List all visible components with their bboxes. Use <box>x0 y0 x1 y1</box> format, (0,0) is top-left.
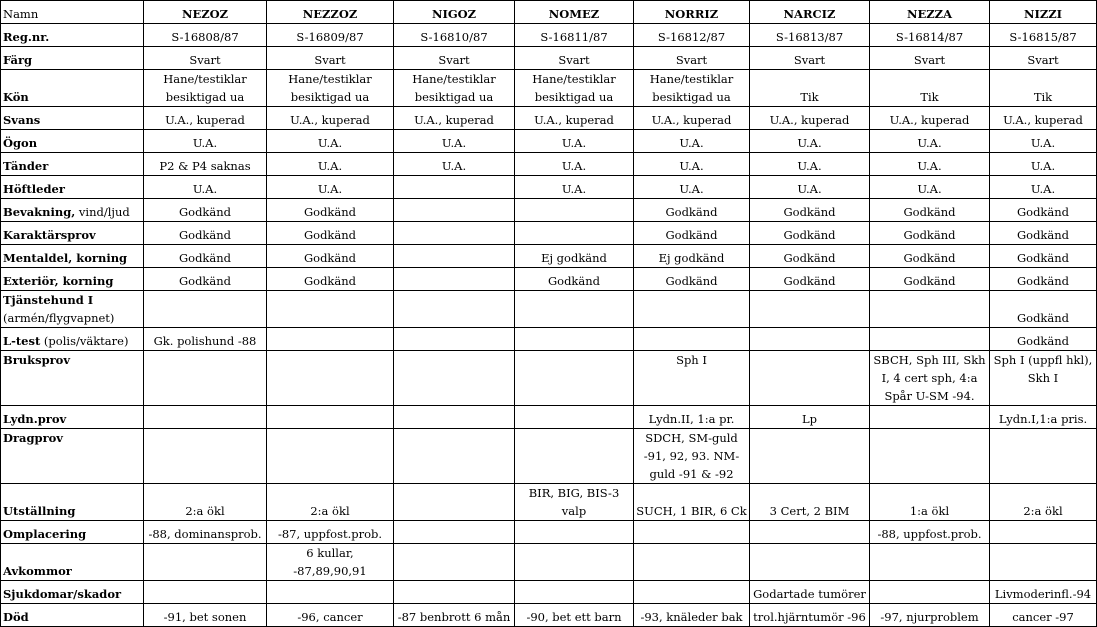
row-label-text: Mentaldel, korning <box>3 251 128 265</box>
table-cell: P2 & P4 saknas <box>144 153 267 176</box>
table-row <box>1 222 1097 245</box>
table-cell <box>267 581 394 604</box>
table-cell: Godkänd <box>515 268 634 291</box>
table-cell <box>634 291 750 328</box>
table-cell: 2:a ökl <box>144 484 267 521</box>
table-cell: Lp <box>750 406 870 429</box>
table-cell: S-16812/87 <box>634 24 750 47</box>
table-cell: S-16809/87 <box>267 24 394 47</box>
table-cell: U.A., kuperad <box>144 107 267 130</box>
table-cell <box>515 291 634 328</box>
table-cell <box>144 406 267 429</box>
table-cell <box>515 406 634 429</box>
row-label <box>1 604 144 627</box>
row-label-text: Bruksprov <box>3 353 71 367</box>
row-label-text: Reg.nr. <box>3 30 50 44</box>
table-cell <box>870 544 990 581</box>
table-cell: S-16808/87 <box>144 24 267 47</box>
table-cell <box>267 291 394 328</box>
table-cell: U.A., kuperad <box>267 107 394 130</box>
table-cell: Godkänd <box>750 268 870 291</box>
table-cell <box>634 521 750 544</box>
table-cell: S-16811/87 <box>515 24 634 47</box>
table-cell: U.A., kuperad <box>394 107 515 130</box>
row-label <box>1 47 144 70</box>
table-cell <box>870 429 990 484</box>
table-cell: -88, uppfost.prob. <box>870 521 990 544</box>
table-cell: Godkänd <box>990 199 1097 222</box>
table-cell <box>750 351 870 406</box>
row-label-line1: Tjänstehund I <box>3 293 94 307</box>
table-cell: U.A. <box>634 130 750 153</box>
table-cell <box>267 328 394 351</box>
table-cell: Hane/testiklar besiktigad ua <box>394 70 515 107</box>
table-cell: U.A. <box>515 176 634 199</box>
table-cell: S-16810/87 <box>394 24 515 47</box>
table-cell <box>515 328 634 351</box>
row-label-text: Lydn.prov <box>3 412 67 426</box>
table-cell <box>144 544 267 581</box>
row-label <box>1 521 144 544</box>
table-cell: Godkänd <box>990 222 1097 245</box>
row-label <box>1 222 144 245</box>
table-cell: Livmoderinfl.-94 <box>990 581 1097 604</box>
table-cell: Ej godkänd <box>515 245 634 268</box>
table-cell: Godkänd <box>870 245 990 268</box>
table-row <box>1 47 1097 70</box>
table-cell <box>394 429 515 484</box>
table-cell: Godkänd <box>634 268 750 291</box>
table-cell <box>515 581 634 604</box>
table-cell: SDCH, SM-guld -91, 92, 93. NM-guld -91 & -92 <box>634 429 750 484</box>
row-label-extra: vind/ljud <box>75 205 130 219</box>
table-cell: Tik <box>870 70 990 107</box>
table-cell: 6 kullar, -87,89,90,91 <box>267 544 394 581</box>
table-cell: Godkänd <box>634 222 750 245</box>
table-cell <box>394 268 515 291</box>
table-cell: Godkänd <box>144 222 267 245</box>
table-cell <box>990 521 1097 544</box>
table-cell: SBCH, Sph III, Skh I, 4 cert sph, 4:a Spår U-SM -94. <box>870 351 990 406</box>
table-cell <box>144 429 267 484</box>
table-cell: Godkänd <box>634 199 750 222</box>
table-cell: U.A., kuperad <box>750 107 870 130</box>
table-row <box>1 581 1097 604</box>
table-cell <box>394 222 515 245</box>
table-cell <box>394 328 515 351</box>
row-label-text: Tänder <box>3 159 49 173</box>
row-label-text: L-test <box>3 334 41 348</box>
dog-name: NEZOZ <box>144 1 267 24</box>
table-cell: U.A. <box>990 130 1097 153</box>
row-label <box>1 268 144 291</box>
table-cell <box>394 351 515 406</box>
table-cell: S-16814/87 <box>870 24 990 47</box>
row-label-text: Omplacering <box>3 527 87 541</box>
row-label <box>1 245 144 268</box>
table-cell <box>144 351 267 406</box>
dog-name: NORRIZ <box>634 1 750 24</box>
table-cell <box>267 351 394 406</box>
table-cell: U.A. <box>870 176 990 199</box>
table-row <box>1 153 1097 176</box>
table-cell: U.A. <box>634 176 750 199</box>
table-cell: BIR, BIG, BIS-3 valp <box>515 484 634 521</box>
table-cell <box>990 544 1097 581</box>
table-cell <box>394 581 515 604</box>
table-row <box>1 429 1097 484</box>
dog-name: NOMEZ <box>515 1 634 24</box>
table-row <box>1 406 1097 429</box>
table-cell: Svart <box>144 47 267 70</box>
table-row <box>1 268 1097 291</box>
table-cell: Godkänd <box>750 199 870 222</box>
table-cell: U.A., kuperad <box>990 107 1097 130</box>
row-label <box>1 24 144 47</box>
table-cell: Svart <box>990 47 1097 70</box>
table-cell <box>750 544 870 581</box>
table-cell <box>394 291 515 328</box>
table-cell <box>750 291 870 328</box>
dog-name: NIZZI <box>990 1 1097 24</box>
table-cell <box>870 291 990 328</box>
table-cell: Ej godkänd <box>634 245 750 268</box>
table-cell <box>394 544 515 581</box>
table-row <box>1 176 1097 199</box>
row-label-text: Exteriör, korning <box>3 274 114 288</box>
table-cell: Godkänd <box>990 245 1097 268</box>
table-cell: U.A. <box>750 176 870 199</box>
row-label <box>1 107 144 130</box>
table-cell: U.A. <box>394 153 515 176</box>
table-row <box>1 107 1097 130</box>
table-cell <box>634 581 750 604</box>
table-row <box>1 544 1097 581</box>
table-cell: S-16813/87 <box>750 24 870 47</box>
table-cell: Svart <box>394 47 515 70</box>
table-cell: Godkänd <box>870 268 990 291</box>
table-cell: U.A. <box>267 176 394 199</box>
row-label <box>1 153 144 176</box>
header-label: Namn <box>1 1 144 24</box>
table-cell <box>394 406 515 429</box>
table-cell <box>750 521 870 544</box>
table-cell <box>870 406 990 429</box>
row-label <box>1 544 144 581</box>
table-cell <box>144 291 267 328</box>
table-cell: Lydn.II, 1:a pr. <box>634 406 750 429</box>
table-row <box>1 70 1097 107</box>
table-cell: Godkänd <box>267 222 394 245</box>
table-cell: Godkänd <box>144 199 267 222</box>
table-cell: Hane/testiklar besiktigad ua <box>515 70 634 107</box>
table-cell: Svart <box>267 47 394 70</box>
row-label-text: Färg <box>3 53 33 67</box>
table-cell: U.A. <box>394 130 515 153</box>
table-cell <box>515 199 634 222</box>
table-cell: Lydn.I,1:a pris. <box>990 406 1097 429</box>
table-cell <box>394 199 515 222</box>
table-cell: U.A. <box>870 153 990 176</box>
table-cell: Godartade tumörer <box>750 581 870 604</box>
row-label-extra: (polis/väktare) <box>40 334 129 348</box>
table-cell: U.A. <box>870 130 990 153</box>
table-row <box>1 130 1097 153</box>
table-cell <box>394 176 515 199</box>
table-row <box>1 245 1097 268</box>
table-row <box>1 24 1097 47</box>
row-label-text: Avkommor <box>3 564 72 578</box>
table-row <box>1 328 1097 351</box>
table-cell: U.A., kuperad <box>870 107 990 130</box>
table-row <box>1 604 1097 627</box>
table-cell: Svart <box>870 47 990 70</box>
row-label <box>1 328 144 351</box>
table-cell: U.A. <box>634 153 750 176</box>
table-cell: -88, dominansprob. <box>144 521 267 544</box>
table-cell: Godkänd <box>990 268 1097 291</box>
header-row <box>1 1 1097 24</box>
row-label <box>1 291 144 328</box>
table-cell: Sph I (uppfl hkl), Skh I <box>990 351 1097 406</box>
table-cell: U.A. <box>144 176 267 199</box>
table-cell: U.A. <box>750 153 870 176</box>
table-cell: 1:a ökl <box>870 484 990 521</box>
row-label-text: Kön <box>3 90 29 104</box>
table-cell <box>394 245 515 268</box>
table-body <box>1 1 1097 627</box>
table-cell <box>515 351 634 406</box>
table-cell: -93, knäleder bak <box>634 604 750 627</box>
row-label-text: Utställning <box>3 504 76 518</box>
table-row <box>1 291 1097 328</box>
table-cell: U.A. <box>267 130 394 153</box>
table-cell: Godkänd <box>870 199 990 222</box>
dog-name: NARCIZ <box>750 1 870 24</box>
table-cell <box>515 222 634 245</box>
table-cell <box>634 544 750 581</box>
table-cell: -91, bet sonen <box>144 604 267 627</box>
table-row <box>1 351 1097 406</box>
row-label <box>1 176 144 199</box>
row-label-text: Karaktärsprov <box>3 228 96 242</box>
table-cell: Godkänd <box>990 328 1097 351</box>
table-cell: SUCH, 1 BIR, 6 Ck <box>634 484 750 521</box>
table-cell <box>750 328 870 351</box>
table-cell: Godkänd <box>267 199 394 222</box>
table-cell: U.A. <box>990 176 1097 199</box>
row-label <box>1 581 144 604</box>
table-cell: U.A. <box>515 130 634 153</box>
table-cell: Godkänd <box>870 222 990 245</box>
table-cell: U.A. <box>990 153 1097 176</box>
table-cell: Gk. polishund -88 <box>144 328 267 351</box>
row-label-text: Sjukdomar/skador <box>3 587 122 601</box>
table-cell: -87 benbrott 6 mån <box>394 604 515 627</box>
row-label <box>1 351 144 406</box>
table-cell <box>515 544 634 581</box>
table-cell <box>750 429 870 484</box>
row-label-text: Dragprov <box>3 431 63 445</box>
table-cell: U.A. <box>144 130 267 153</box>
row-label-text: Svans <box>3 113 41 127</box>
table-cell: Godkänd <box>267 245 394 268</box>
table-cell <box>990 429 1097 484</box>
table-cell: Hane/testiklar besiktigad ua <box>634 70 750 107</box>
table-cell: Godkänd <box>267 268 394 291</box>
table-cell <box>394 521 515 544</box>
table-cell <box>267 406 394 429</box>
table-cell: Godkänd <box>144 245 267 268</box>
table-cell: Hane/testiklar besiktigad ua <box>144 70 267 107</box>
row-label-text: Ögon <box>3 136 38 150</box>
dog-name: NEZZA <box>870 1 990 24</box>
table-cell: U.A., kuperad <box>634 107 750 130</box>
table-cell: Godkänd <box>750 222 870 245</box>
table-cell: 2:a ökl <box>990 484 1097 521</box>
row-label <box>1 484 144 521</box>
table-cell: -90, bet ett barn <box>515 604 634 627</box>
table-cell: trol.hjärntumör -96 <box>750 604 870 627</box>
table-cell: U.A. <box>267 153 394 176</box>
row-label-text: Bevakning, <box>3 205 76 219</box>
table-cell: -87, uppfost.prob. <box>267 521 394 544</box>
table-cell <box>394 484 515 521</box>
row-label <box>1 70 144 107</box>
table-cell: Sph I <box>634 351 750 406</box>
table-cell: U.A. <box>515 153 634 176</box>
table-cell <box>870 581 990 604</box>
table-cell: 2:a ökl <box>267 484 394 521</box>
table-cell: Godkänd <box>990 291 1097 328</box>
table-cell: Hane/testiklar besiktigad ua <box>267 70 394 107</box>
table-cell: Svart <box>515 47 634 70</box>
table-cell: Tik <box>750 70 870 107</box>
table-row <box>1 484 1097 521</box>
table-cell: Godkänd <box>750 245 870 268</box>
table-cell <box>267 429 394 484</box>
table-cell: Tik <box>990 70 1097 107</box>
table-cell: Godkänd <box>144 268 267 291</box>
table-cell: -97, njurproblem <box>870 604 990 627</box>
table-cell: U.A. <box>750 130 870 153</box>
row-label <box>1 130 144 153</box>
row-label <box>1 199 144 222</box>
table-cell: cancer -97 <box>990 604 1097 627</box>
table-cell: 3 Cert, 2 BIM <box>750 484 870 521</box>
table-cell <box>515 429 634 484</box>
table-cell <box>870 328 990 351</box>
table-cell: Svart <box>750 47 870 70</box>
row-label-line2: (armén/flygvapnet) <box>3 311 115 325</box>
row-label <box>1 429 144 484</box>
table-row <box>1 521 1097 544</box>
table-cell <box>144 581 267 604</box>
dog-name: NIGOZ <box>394 1 515 24</box>
table-cell: S-16815/87 <box>990 24 1097 47</box>
table-cell: Svart <box>634 47 750 70</box>
row-label <box>1 406 144 429</box>
dog-name: NEZZOZ <box>267 1 394 24</box>
table-cell: -96, cancer <box>267 604 394 627</box>
table-cell <box>634 328 750 351</box>
row-label-text: Död <box>3 610 29 624</box>
table-cell: U.A., kuperad <box>515 107 634 130</box>
table-row <box>1 199 1097 222</box>
row-label-text: Höftleder <box>3 182 65 196</box>
table-cell <box>515 521 634 544</box>
